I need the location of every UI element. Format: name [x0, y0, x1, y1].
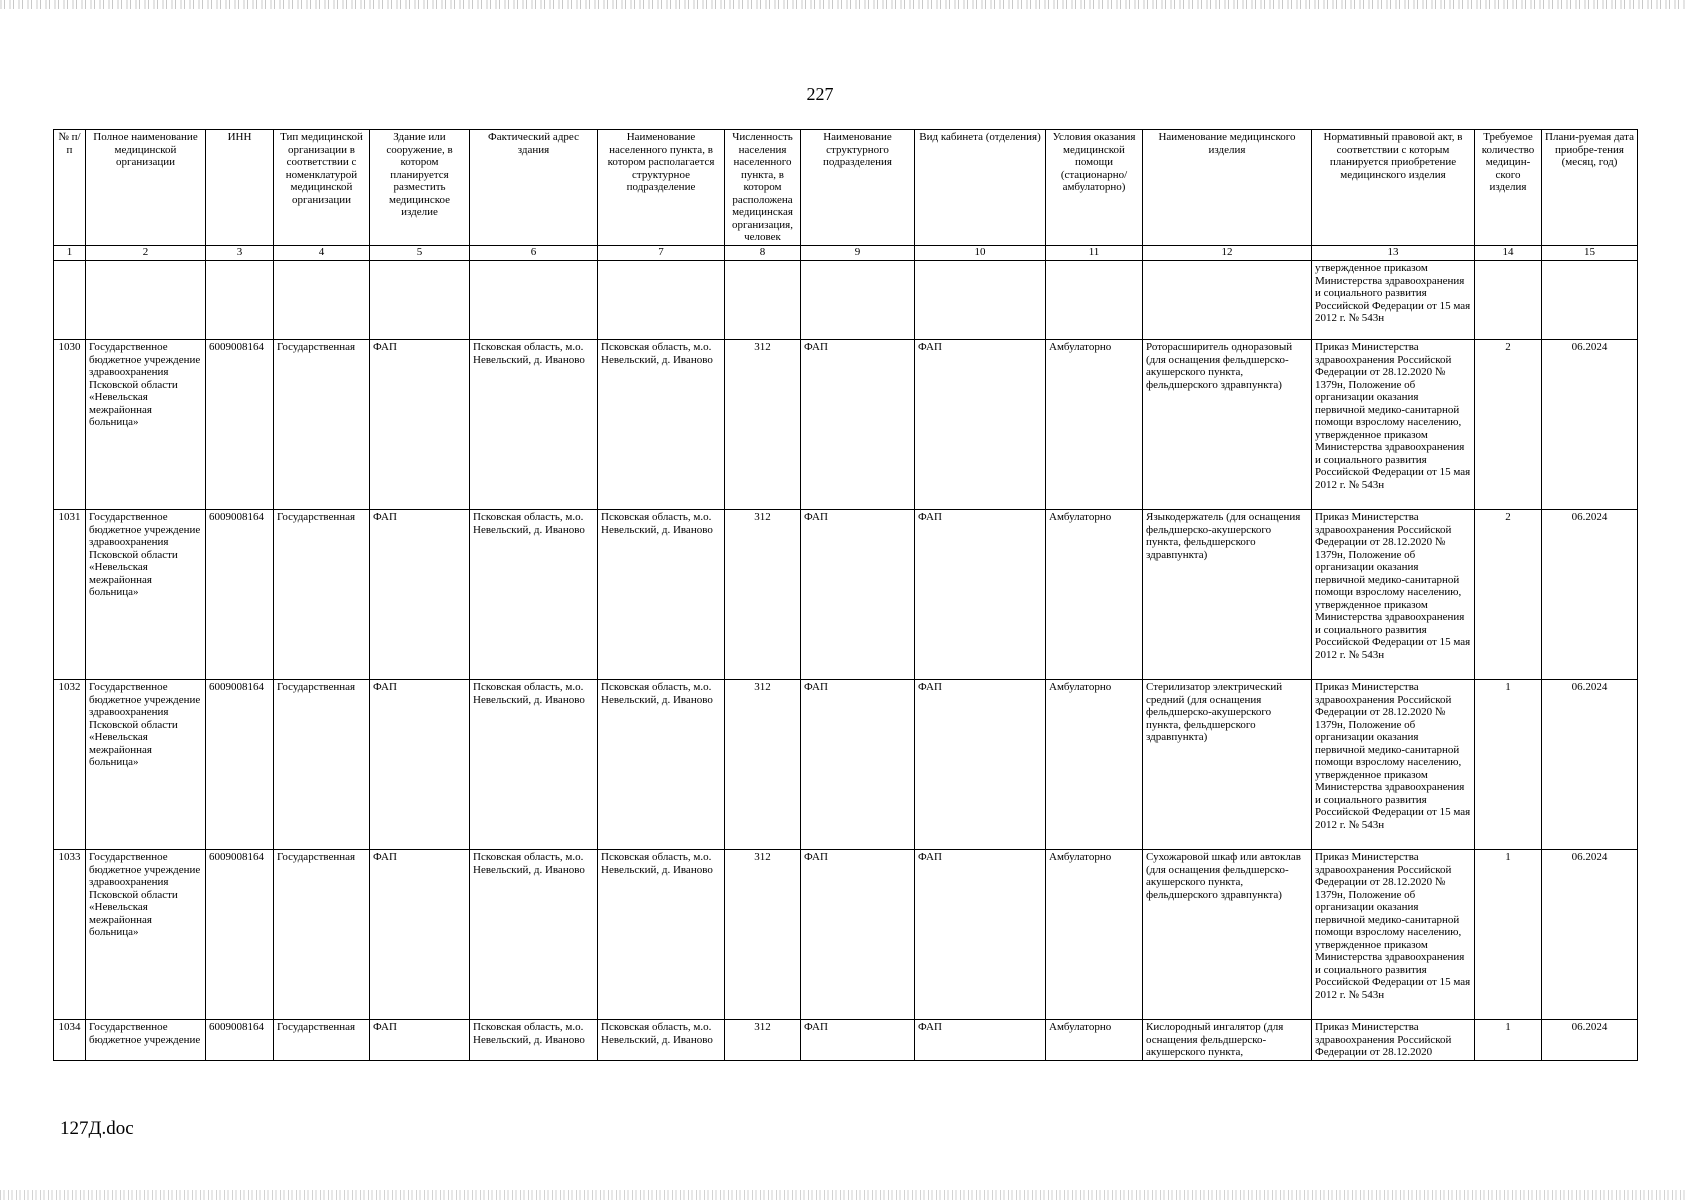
column-number: 4	[274, 246, 370, 261]
header-cell: Условия оказания медицинской помощи (стационарно/ амбулаторно)	[1046, 130, 1143, 246]
column-number: 7	[598, 246, 725, 261]
cell-population: 312	[725, 680, 801, 850]
cell-act: Приказ Министерства здравоохранения Российской Федерации от 28.12.2020 № 1379н, Положение об организации оказания первичной медико-санитарной помощи взрослому населению, утвержденное приказом Министерства здравоохранения и социального развития Российской Федерации от 15 мая 2012 г. № 543н	[1312, 340, 1475, 510]
header-cell: Требуемое количество медицин-ского изделия	[1475, 130, 1542, 246]
cell-unit: ФАП	[801, 340, 915, 510]
cell-cabinet	[915, 261, 1046, 340]
header-cell: № п/п	[54, 130, 86, 246]
scan-edge-bottom	[0, 1190, 1686, 1200]
header-cell: Нормативный правовой акт, в соответствии с которым планируется приобретение медицинского изделия	[1312, 130, 1475, 246]
cell-building: ФАП	[370, 680, 470, 850]
cell-cabinet: ФАП	[915, 850, 1046, 1020]
cell-date: 06.2024	[1542, 850, 1638, 1020]
cell-date: 06.2024	[1542, 1020, 1638, 1061]
cell-inn: 6009008164	[206, 1020, 274, 1061]
cell-num: 1030	[54, 340, 86, 510]
cell-org: Государственное бюджетное учреждение здравоохранения Псковской области «Невельская межрайонная больница»	[86, 510, 206, 680]
cell-type: Государственная	[274, 340, 370, 510]
registry-table	[53, 129, 1638, 1061]
cell-org	[86, 261, 206, 340]
column-number: 3	[206, 246, 274, 261]
cell-settlement: Псковская область, м.о. Невельский, д. Иваново	[598, 510, 725, 680]
cell-date: 06.2024	[1542, 680, 1638, 850]
cell-conditions: Амбулаторно	[1046, 850, 1143, 1020]
cell-conditions: Амбулаторно	[1046, 510, 1143, 680]
cell-date: 06.2024	[1542, 340, 1638, 510]
cell-conditions: Амбулаторно	[1046, 340, 1143, 510]
cell-inn: 6009008164	[206, 340, 274, 510]
cell-type	[274, 261, 370, 340]
cell-act: Приказ Министерства здравоохранения Российской Федерации от 28.12.2020 № 1379н, Положение об организации оказания первичной медико-санитарной помощи взрослому населению, утвержденное приказом Министерства здравоохранения и социального развития Российской Федерации от 15 мая 2012 г. № 543н	[1312, 850, 1475, 1020]
cell-date	[1542, 261, 1638, 340]
cell-device: Роторасширитель одноразовый (для оснащения фельдшерско-акушерского пункта, фельдшерского здравпункта)	[1143, 340, 1312, 510]
header-cell: Наименование населенного пункта, в котором располагается структурное подразделение	[598, 130, 725, 246]
cell-type: Государственная	[274, 680, 370, 850]
cell-qty: 1	[1475, 1020, 1542, 1061]
header-cell: ИНН	[206, 130, 274, 246]
cell-building: ФАП	[370, 510, 470, 680]
cell-qty	[1475, 261, 1542, 340]
cell-cabinet: ФАП	[915, 680, 1046, 850]
cell-address: Псковская область, м.о. Невельский, д. Иваново	[470, 850, 598, 1020]
table-row	[54, 510, 1638, 680]
cell-address: Псковская область, м.о. Невельский, д. Иваново	[470, 680, 598, 850]
cell-inn	[206, 261, 274, 340]
column-number: 12	[1143, 246, 1312, 261]
cell-act: утвержденное приказом Министерства здравоохранения и социального развития Российской Федерации от 15 мая 2012 г. № 543н	[1312, 261, 1475, 340]
header-cell: Здание или сооружение, в котором планируется разместить медицинское изделие	[370, 130, 470, 246]
header-cell: Наименование структурного подразделения	[801, 130, 915, 246]
cell-device: Кислородный ингалятор (для оснащения фельдшерско-акушерского пункта,	[1143, 1020, 1312, 1061]
cell-num: 1031	[54, 510, 86, 680]
column-number: 14	[1475, 246, 1542, 261]
footer-filename: 127Д.doc	[60, 1118, 134, 1139]
cell-type: Государственная	[274, 850, 370, 1020]
cell-unit: ФАП	[801, 850, 915, 1020]
cell-inn: 6009008164	[206, 510, 274, 680]
cell-date: 06.2024	[1542, 510, 1638, 680]
cell-qty: 1	[1475, 850, 1542, 1020]
cell-address: Псковская область, м.о. Невельский, д. Иваново	[470, 510, 598, 680]
column-number: 9	[801, 246, 915, 261]
cell-org: Государственное бюджетное учреждение здравоохранения Псковской области «Невельская межрайонная больница»	[86, 850, 206, 1020]
cell-cabinet: ФАП	[915, 340, 1046, 510]
cell-num	[54, 261, 86, 340]
column-number: 13	[1312, 246, 1475, 261]
column-number: 8	[725, 246, 801, 261]
cell-type: Государственная	[274, 1020, 370, 1061]
cell-act: Приказ Министерства здравоохранения Российской Федерации от 28.12.2020	[1312, 1020, 1475, 1061]
header-cell: Плани-руемая дата приобре-тения (месяц, год)	[1542, 130, 1638, 246]
header-cell: Численность населения населенного пункта, в котором расположена медицинская организация, человек	[725, 130, 801, 246]
header-row	[54, 130, 1638, 246]
cell-device	[1143, 261, 1312, 340]
cell-unit: ФАП	[801, 680, 915, 850]
table-row	[54, 1020, 1638, 1061]
cell-settlement	[598, 261, 725, 340]
cell-qty: 2	[1475, 340, 1542, 510]
cell-unit	[801, 261, 915, 340]
cell-org: Государственное бюджетное учреждение здравоохранения Псковской области «Невельская межрайонная больница»	[86, 680, 206, 850]
table-row	[54, 340, 1638, 510]
cell-org: Государственное бюджетное учреждение здравоохранения Псковской области «Невельская межрайонная больница»	[86, 340, 206, 510]
cell-inn: 6009008164	[206, 680, 274, 850]
header-cell: Фактический адрес здания	[470, 130, 598, 246]
column-number: 11	[1046, 246, 1143, 261]
cell-building	[370, 261, 470, 340]
cell-address: Псковская область, м.о. Невельский, д. Иваново	[470, 340, 598, 510]
column-number-row	[54, 246, 1638, 261]
column-number: 15	[1542, 246, 1638, 261]
cell-act: Приказ Министерства здравоохранения Российской Федерации от 28.12.2020 № 1379н, Положение об организации оказания первичной медико-санитарной помощи взрослому населению, утвержденное приказом Министерства здравоохранения и социального развития Российской Федерации от 15 мая 2012 г. № 543н	[1312, 680, 1475, 850]
cell-address	[470, 261, 598, 340]
column-number: 2	[86, 246, 206, 261]
cell-num: 1034	[54, 1020, 86, 1061]
cell-building: ФАП	[370, 850, 470, 1020]
cell-unit: ФАП	[801, 510, 915, 680]
header-cell: Вид кабинета (отделения)	[915, 130, 1046, 246]
cell-settlement: Псковская область, м.о. Невельский, д. Иваново	[598, 340, 725, 510]
cell-building: ФАП	[370, 1020, 470, 1061]
cell-cabinet: ФАП	[915, 1020, 1046, 1061]
cell-num: 1032	[54, 680, 86, 850]
column-number: 6	[470, 246, 598, 261]
scan-edge-top	[0, 0, 1686, 9]
cell-inn: 6009008164	[206, 850, 274, 1020]
cell-device: Стерилизатор электрический средний (для оснащения фельдшерско-акушерского пункта, фельдшерского здравпункта)	[1143, 680, 1312, 850]
cell-address: Псковская область, м.о. Невельский, д. Иваново	[470, 1020, 598, 1061]
cell-building: ФАП	[370, 340, 470, 510]
cell-qty: 2	[1475, 510, 1542, 680]
cell-settlement: Псковская область, м.о. Невельский, д. Иваново	[598, 1020, 725, 1061]
cell-population: 312	[725, 340, 801, 510]
cell-unit: ФАП	[801, 1020, 915, 1061]
cell-conditions: Амбулаторно	[1046, 680, 1143, 850]
column-number: 1	[54, 246, 86, 261]
cell-population: 312	[725, 850, 801, 1020]
cell-device: Сухожаровой шкаф или автоклав (для оснащения фельдшерско-акушерского пункта, фельдшерского здравпункта)	[1143, 850, 1312, 1020]
continuation-row	[54, 261, 1638, 340]
cell-settlement: Псковская область, м.о. Невельский, д. Иваново	[598, 850, 725, 1020]
cell-type: Государственная	[274, 510, 370, 680]
cell-device: Языкодержатель (для оснащения фельдшерско-акушерского пункта, фельдшерского здравпункта)	[1143, 510, 1312, 680]
header-cell: Наименование медицинского изделия	[1143, 130, 1312, 246]
header-cell: Полное наименование медицинской организации	[86, 130, 206, 246]
page-number: 227	[806, 84, 834, 104]
cell-num: 1033	[54, 850, 86, 1020]
column-number: 10	[915, 246, 1046, 261]
cell-act: Приказ Министерства здравоохранения Российской Федерации от 28.12.2020 № 1379н, Положение об организации оказания первичной медико-санитарной помощи взрослому населению, утвержденное приказом Министерства здравоохранения и социального развития Российской Федерации от 15 мая 2012 г. № 543н	[1312, 510, 1475, 680]
cell-conditions	[1046, 261, 1143, 340]
cell-population: 312	[725, 1020, 801, 1061]
table-row	[54, 850, 1638, 1020]
column-number: 5	[370, 246, 470, 261]
table-row	[54, 680, 1638, 850]
cell-cabinet: ФАП	[915, 510, 1046, 680]
cell-org: Государственное бюджетное учреждение	[86, 1020, 206, 1061]
cell-settlement: Псковская область, м.о. Невельский, д. Иваново	[598, 680, 725, 850]
cell-population	[725, 261, 801, 340]
cell-qty: 1	[1475, 680, 1542, 850]
cell-population: 312	[725, 510, 801, 680]
cell-conditions: Амбулаторно	[1046, 1020, 1143, 1061]
header-cell: Тип медицинской организации в соответствии с номенклатурой медицинской организации	[274, 130, 370, 246]
